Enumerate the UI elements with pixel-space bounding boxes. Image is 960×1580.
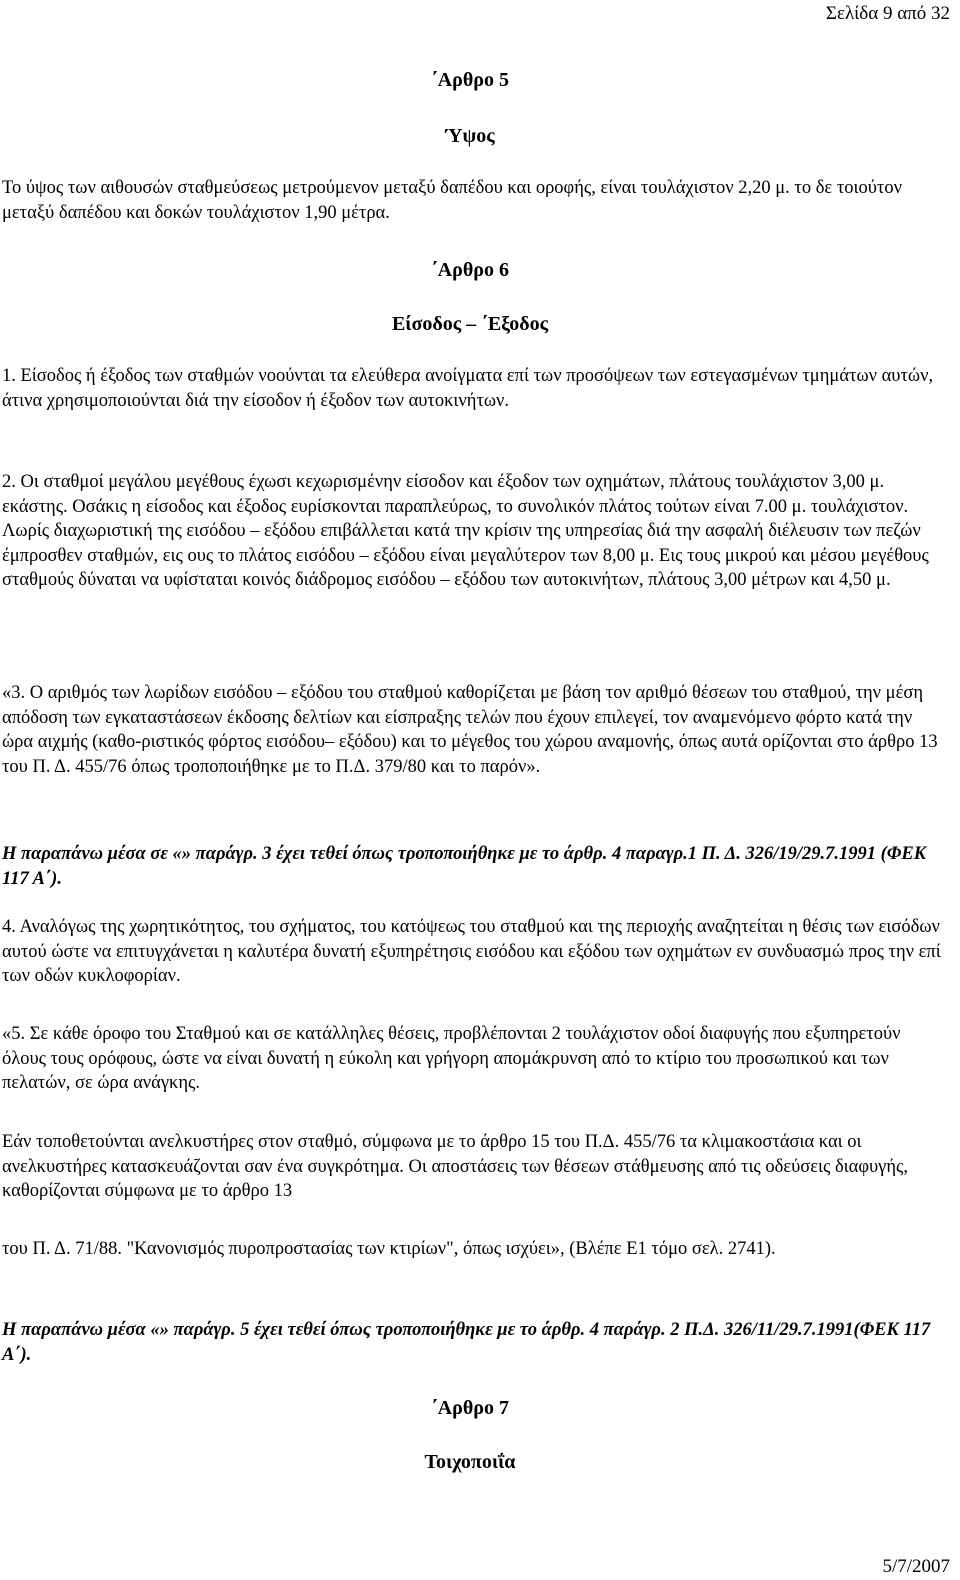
article-5-title: Ύψος bbox=[445, 125, 495, 147]
print-date: 5/7/2007 bbox=[882, 1556, 950, 1578]
article-5-number: ΄Αρθρο 5 bbox=[431, 69, 509, 91]
article-7-number: ΄Αρθρο 7 bbox=[431, 1397, 509, 1419]
amendment-note-1: Η παραπάνω μέσα σε «» παράγρ. 3 έχει τεθεί όπως τροποποιήθηκε με το άρθρ. 4 παραγρ.1 Π. Δ. 326/19/29.7.1991 (ΦΕΚ 117 Α΄). bbox=[2, 844, 927, 889]
article-5-text: Το ύψος των αιθουσών σταθμεύσεως μετρούμενον μεταξύ δαπέδου και οροφής, είναι τουλάχιστον 2,20 μ. το δε τοιούτον μεταξύ δαπέδου και δοκών τουλάχιστον 1,90 μέτρα. bbox=[2, 178, 902, 223]
page-number: Σελίδα 9 από 32 bbox=[825, 3, 950, 24]
article-6-paragraph-4: 4. Αναλόγως της χωρητικότητος, του σχήματος, του κατόψεως του σταθμού και της περιοχής αναζητείται η θέσις των εισόδων αυτού ώστε να επιτυγχάνεται η καλυτέρα δυνατή εξυπηρέτησις εισόδου και εξόδου των οχημάτων εν συνδυασμώ προς την επί των οδών κυκλοφορίαν. bbox=[2, 917, 941, 987]
article-6-paragraph-6: Εάν τοποθετούνται ανελκυστήρες στον σταθμό, σύμφωνα με το άρθρο 15 του Π.Δ. 455/76 τα κλιμακοστάσια και οι ανελκυστήρες κατασκευάζονται σαν ένα συγκρότημα. Οι αποστάσεις των θέσεων στάθμευσης από τις οδεύσεις διαφυγής, καθορίζονται σύμφωνα με το άρθρο 13 bbox=[2, 1132, 908, 1202]
article-6-paragraph-3: «3. Ο αριθμός των λωρίδων εισόδου – εξόδου του σταθμού καθορίζεται με βάση τον αριθμό θέσεων του σταθμού, την μέση απόδοση των εγκαταστάσεων έκδοσης δελτίων και είσπραξης τελών που έχουν επιλεγεί, τον αναμενόμενο φόρτο κατά την ώρα αιχμής (καθο-ριστικός φόρτος εισόδου– εξόδου) και το μέγεθος του χώρου αναμονής, όπως αυτά ορίζονται στο άρθρο 13 του Π. Δ. 455/76 όπως τροποποιήθηκε με το Π.Δ. 379/80 και το παρόν». bbox=[2, 683, 938, 777]
article-6-title: Είσοδος – ΄Εξοδος bbox=[391, 313, 549, 335]
article-6-paragraph-2: 2. Οι σταθμοί μεγάλου μεγέθους έχωσι κεχωρισμένην είσοδον και έξοδον των οχημάτων, πλάτους τουλάχιστον 3,00 μ. εκάστης. Οσάκις η είσοδος και έξοδος ευρίσκονται παραπλεύρως, το συνολικόν πλάτος τούτων είναι 7.00 μ. τουλάχιστον. Λωρίς διαχωριστική της εισόδου – εξόδου επιβάλλεται κατά την κρίσιν της υπηρεσίας διά την ασφαλή διέλευσιν των πεζών έμπροσθεν σταθμών, εις ους το πλάτος εισόδου – εξόδου είναι μεγαλύτερον των 8,00 μ. Εις τους μικρού και μέσου μεγέθους σταθμούς δύναται να υφίσταται κοινός διάδρομος εισόδου – εξόδου των αυτοκινήτων, πλάτους 3,00 μέτρων και 4,50 μ. bbox=[2, 472, 929, 591]
amendment-note-2: Η παραπάνω μέσα «» παράγρ. 5 έχει τεθεί όπως τροποποιήθηκε με το άρθρ. 4 παράγρ. 2 Π.Δ. 326/11/29.7.1991(ΦΕΚ 117 Α΄). bbox=[2, 1320, 931, 1365]
article-7-title: Τοιχοποιΐα bbox=[424, 1451, 516, 1473]
article-6-number: ΄Αρθρο 6 bbox=[431, 259, 509, 281]
article-6-paragraph-5: «5. Σε κάθε όροφο του Σταθμού και σε κατάλληλες θέσεις, προβλέπονται 2 τουλάχιστον οδοί διαφυγής που εξυπηρετούν όλους τους ορόφους, ώστε να είναι δυνατή η εύκολη και γρήγορη απομάκρυνση από το κτίριο του προσωπικού και των πελατών, σε ώρα ανάγκης. bbox=[2, 1024, 901, 1094]
article-6-paragraph-7: του Π. Δ. 71/88. "Κανονισμός πυροπροστασίας των κτιρίων", όπως ισχύει», (Βλέπε Ε1 τόμο σελ. 2741). bbox=[2, 1239, 776, 1259]
article-6-paragraph-1: 1. Είσοδος ή έξοδος των σταθμών νοούνται τα ελεύθερα ανοίγματα επί των προσόψεων των εστεγασμένων τμημάτων αυτών, άτινα χρησιμοποιούνται διά την είσοδον ή έξοδον των αυτοκινήτων. bbox=[2, 366, 934, 411]
